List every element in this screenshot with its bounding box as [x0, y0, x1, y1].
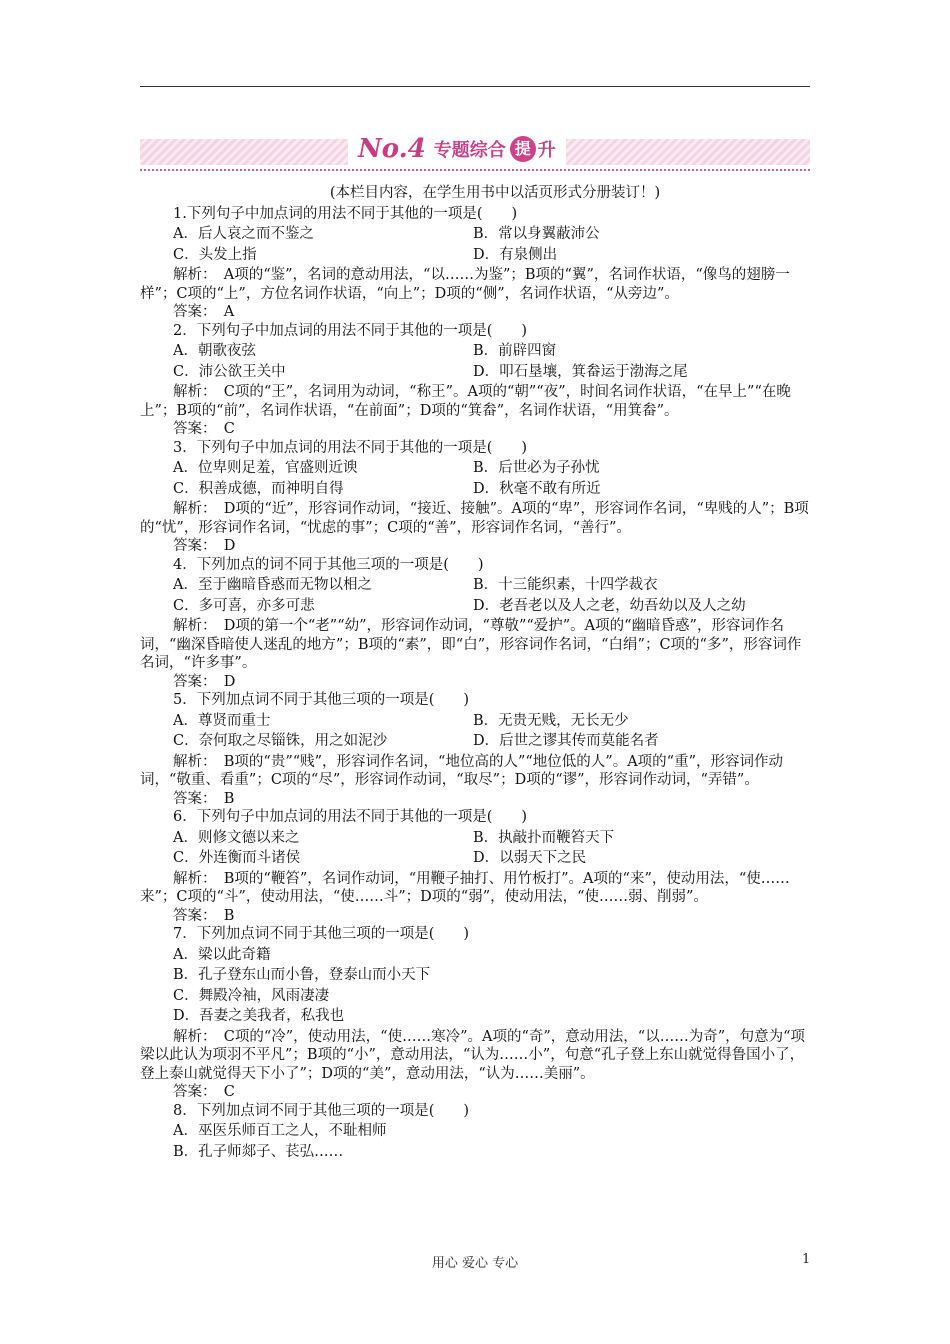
- question-stem: 5．下列加点词不同于其他三项的一项是( ): [173, 692, 470, 708]
- document-body: [140, 184, 810, 1163]
- option-b: B．后世必为子孙忧: [473, 460, 600, 476]
- options-row: [140, 732, 810, 751]
- option-c: C．多可喜，亦多可悲: [173, 597, 315, 614]
- option-b: B．无贵无贱，无长无少: [473, 712, 629, 729]
- explanation: 解析： C项的“王”，名词用为动词，“称王”。A项的“朝”“夜”，时间名词作状语，“在早上”“在晚上”；B项的“前”，名词作状语，“在前面”；D项的“箕畚”，名词作状语，“用箕畚”。: [140, 384, 791, 419]
- option-d: D．后世之谬其传而莫能名者: [473, 733, 659, 749]
- answer: 答案： D: [173, 538, 236, 554]
- options-row: [140, 225, 810, 244]
- page-number: 1: [802, 1252, 811, 1267]
- option-d: D．秋毫不敢有所近: [473, 480, 601, 497]
- options-row: [140, 342, 810, 361]
- option-a: A．后人哀之而不鉴之: [173, 226, 314, 242]
- options-row: [140, 480, 810, 499]
- answer: 答案： B: [173, 907, 235, 924]
- banner-dotted-line: [140, 169, 810, 171]
- option-b: B．孔子登东山而小鲁，登泰山而小天下: [173, 967, 431, 983]
- question-stem: 2．下列句子中加点词的用法不同于其他的一项是( ): [173, 322, 528, 339]
- question-stem: 8．下列加点词不同于其他三项的一项是( ): [173, 1102, 470, 1119]
- explanation: 解析： A项的“鉴”，名词的意动用法，“以……为鉴”；B项的“翼”，名词作状语，“像鸟的翅膀一样”；C项的“上”，方位名词作状语，“向上”；D项的“侧”，名词作状语，“从旁边”。: [140, 267, 790, 302]
- lift-badge-icon: 提: [510, 136, 536, 162]
- option-a: A．巫医乐师百工之人，不耻相师: [173, 1123, 387, 1139]
- option-c: C．头发上指: [173, 246, 257, 263]
- option-b: B．前辟四窗: [473, 343, 557, 359]
- option-c: C．积善成德，而神明自得: [173, 480, 344, 497]
- option-b: B．常以身翼蔽沛公: [473, 226, 600, 242]
- question-block: [140, 439, 810, 556]
- option-c: C．外连衡而斗诸侯: [173, 850, 301, 866]
- question-stem: 3．下列句子中加点词的用法不同于其他的一项是( ): [173, 439, 528, 456]
- options-row: [140, 576, 810, 595]
- option-a: A．则修文德以来之: [173, 829, 300, 846]
- options-row: [140, 829, 810, 848]
- question-block: [140, 556, 810, 692]
- section-number: No.4: [358, 134, 426, 164]
- option-b: B．执敲扑而鞭笞天下: [473, 829, 615, 846]
- options-row: [140, 712, 810, 731]
- option-b: B．孔子师郯子、苌弘……: [173, 1143, 344, 1160]
- option-d: D．叩石垦壤，箕畚运于渤海之尾: [473, 363, 688, 380]
- options-row: [140, 246, 810, 265]
- question-stem: 7．下列加点词不同于其他三项的一项是( ): [173, 926, 470, 942]
- option-a: A．位卑则足羞，官盛则近谀: [173, 460, 358, 476]
- explanation: 解析： D项的第一个“老”“幼”，形容词作动词，“尊敬”“爱护”。A项的“幽暗昏惑”，形容词作名词，“幽深昏暗使人迷乱的地方”；B项的“素”，即“白”，形容词作名词，“白绢”；C项的“多”，形容词作名词，“许多事”。: [140, 618, 802, 671]
- question-block: [140, 808, 810, 925]
- question-block: [140, 1102, 810, 1162]
- question-block: [140, 691, 810, 808]
- section-banner: [140, 125, 810, 177]
- option-d: D．以弱天下之民: [473, 850, 587, 866]
- answer: 答案： C: [173, 421, 235, 437]
- question-block: [140, 205, 810, 322]
- option-a: A．朝歌夜弦: [173, 343, 256, 359]
- option-c: C．舞殿冷袖，风雨凄凄: [173, 987, 330, 1004]
- question-block: [140, 925, 810, 1102]
- question-block: [140, 322, 810, 439]
- footer-motto: 用心 爱心 专心: [431, 1256, 519, 1271]
- question-stem: 1.下列句子中加点词的用法不同于其他的一项是( ): [173, 205, 518, 222]
- option-d: D．老吾老以及人之老，幼吾幼以及人之幼: [473, 597, 746, 614]
- options-row: [140, 363, 810, 382]
- answer: 答案： B: [173, 790, 235, 807]
- option-d: D．有泉侧出: [473, 246, 558, 263]
- answer: 答案： D: [173, 673, 236, 690]
- binding-notice: (本栏目内容，在学生用书中以活页形式分册装订！): [329, 185, 661, 201]
- options-row: [140, 849, 810, 868]
- option-c: C．沛公欲王关中: [173, 363, 286, 380]
- explanation: 解析： B项的“鞭笞”，名词作动词，“用鞭子抽打、用竹板打”。A项的“来”，使动用法，“使……来”；C项的“斗”，使动用法，“使……斗”；D项的“弱”，使动用法，“使……弱、削弱”。: [140, 870, 790, 905]
- option-a: A．尊贤而重士: [173, 712, 271, 729]
- option-c: C．奈何取之尽锱铢，用之如泥沙: [173, 733, 388, 749]
- explanation: 解析： C项的“冷”，使动用法，“使……寒冷”。A项的“奇”，意动用法，“以……为奇”，句意为“项梁以此认为项羽不平凡”；B项的“小”，意动用法，“认为……小”，句意“孔子登上东山就觉得鲁国小了，登上泰山就觉得天下小了”；D项的“美”，意动用法，“认为……美丽”。: [140, 1028, 806, 1082]
- options-row: [140, 597, 810, 616]
- question-stem: 4．下列加点的词不同于其他三项的一项是( ): [173, 556, 484, 573]
- lift-badge-text: 升: [537, 140, 556, 161]
- option-a: A．梁以此奇籍: [173, 946, 271, 963]
- explanation: 解析： B项的“贵”“贱”，形容词作名词，“地位高的人”“地位低的人”。A项的“重”，形容词作动词，“敬重、看重”；C项的“尽”，形容词作动词，“取尽”；D项的“谬”，形容词作动词，“弄错”。: [140, 753, 784, 788]
- option-d: D．吾妻之美我者，私我也: [173, 1008, 345, 1024]
- top-rule: [140, 86, 810, 87]
- option-b: B．十三能织素，十四学裁衣: [473, 577, 658, 593]
- explanation: 解析： D项的“近”，形容词作动词，“接近、接触”。A项的“卑”，形容词作名词，“卑贱的人”；B项的“忧”，形容词作名词，“忧虑的事”；C项的“善”，形容词作名词，“善行”。: [140, 501, 809, 536]
- banner-title: [348, 129, 566, 169]
- answer: 答案： C: [173, 1084, 235, 1100]
- section-topic: 专题综合: [433, 140, 506, 161]
- answer: 答案： A: [173, 304, 235, 320]
- question-stem: 6．下列句子中加点词的用法不同于其他的一项是( ): [173, 809, 528, 825]
- options-row: [140, 459, 810, 478]
- option-a: A．至于幽暗昏惑而无物以相之: [173, 577, 372, 593]
